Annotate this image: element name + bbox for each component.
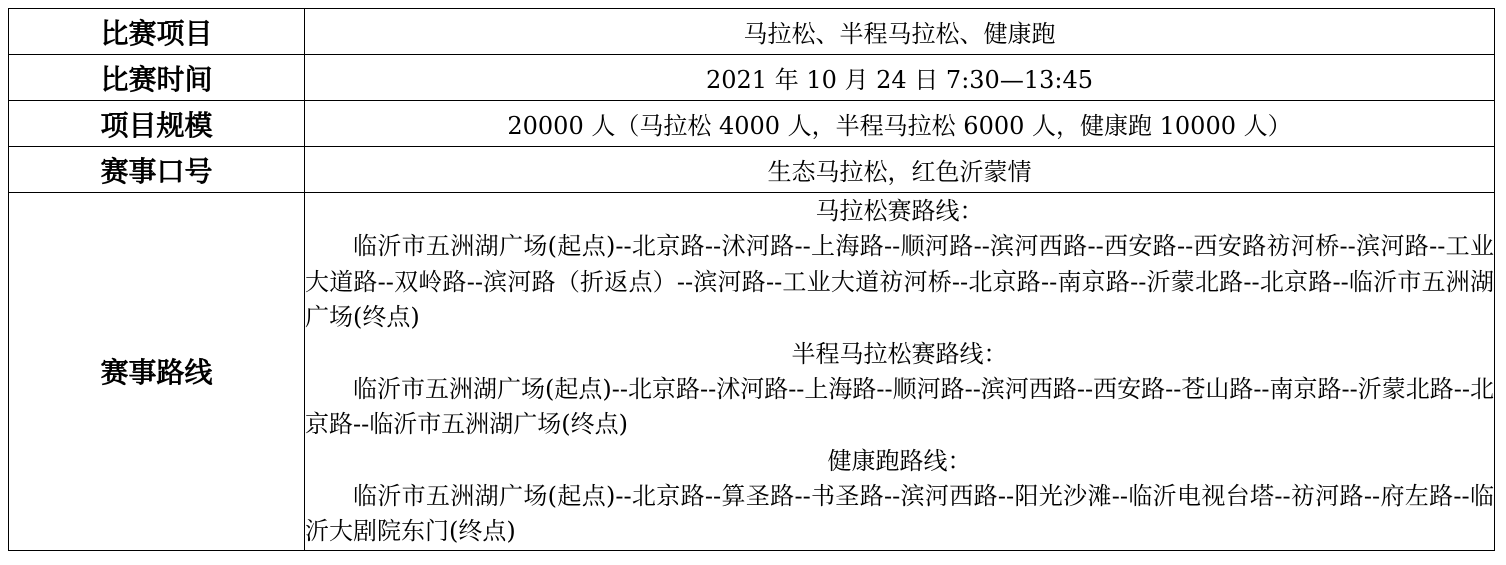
row-routes xyxy=(9,193,1495,551)
value-scale: 20000 人（马拉松 4000 人，半程马拉松 6000 人，健康跑 10000 人） xyxy=(305,101,1495,147)
value-events: 马拉松、半程马拉松、健康跑 xyxy=(305,9,1495,55)
label-slogan: 赛事口号 xyxy=(9,147,305,193)
label-time: 比赛时间 xyxy=(9,55,305,101)
half-marathon-route: 临沂市五洲湖广场(起点)--北京路--沭河路--上海路--顺河路--滨河西路--西安路--苍山路--南京路--沂蒙北路--北京路--临沂市五洲湖广场(终点) xyxy=(305,374,1494,438)
marathon-route: 临沂市五洲湖广场(起点)--北京路--沭河路--上海路--顺河路--滨河西路--西安路--西安路祊河桥--滨河路--工业大道路--双岭路--滨河路（折返点）--滨河路--工业大道祊河桥--北京路--南京路--沂蒙北路--北京路--临沂市五洲湖广场(终点) xyxy=(305,232,1494,331)
event-info-table xyxy=(8,8,1495,551)
value-time: 2021 年 10 月 24 日 7:30—13:45 xyxy=(305,55,1495,101)
label-routes: 赛事路线 xyxy=(9,193,305,551)
label-scale: 项目规模 xyxy=(9,101,305,147)
label-events: 比赛项目 xyxy=(9,9,305,55)
value-slogan: 生态马拉松，红色沂蒙情 xyxy=(305,147,1495,193)
row-time xyxy=(9,55,1495,101)
marathon-route-title: 马拉松赛路线： xyxy=(815,197,984,225)
fun-run-route-title: 健康跑路线： xyxy=(827,446,972,475)
row-slogan xyxy=(9,147,1495,193)
row-scale xyxy=(9,101,1495,147)
row-events xyxy=(9,9,1495,55)
half-marathon-route-title: 半程马拉松赛路线： xyxy=(791,339,1008,368)
value-routes xyxy=(305,193,1495,551)
fun-run-route: 临沂市五洲湖广场(起点)--北京路--算圣路--书圣路--滨河西路--阳光沙滩--临沂电视台塔--祊河路--府左路--临沂大剧院东门(终点) xyxy=(305,481,1494,545)
